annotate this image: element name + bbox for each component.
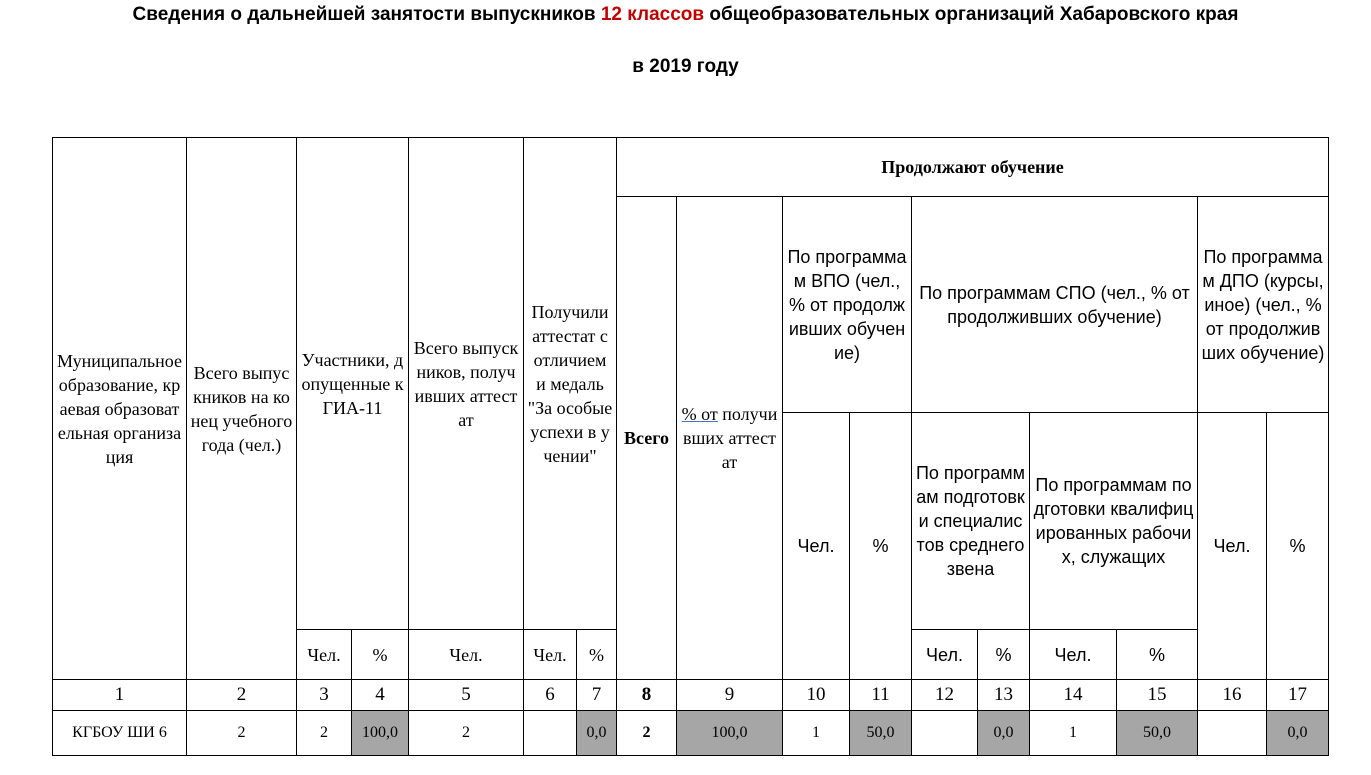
header-spo-workers-chel: Чел. (1030, 630, 1117, 680)
header-spo-mid-chel: Чел. (912, 630, 978, 680)
cell-spo-workers-pct: 50,0 (1117, 711, 1198, 756)
col-number: 15 (1117, 680, 1198, 711)
header-row-1 (53, 138, 1329, 197)
cell-vpo-pct: 50,0 (850, 711, 912, 756)
header-graduates-with-certificate: Всего выпускников, получивших аттестат (409, 138, 524, 630)
header-spo: По программам СПО (чел., % от продолживших обучение) (912, 197, 1198, 413)
col-number: 16 (1198, 680, 1267, 711)
title-highlight: 12 классов (600, 4, 705, 25)
cell-gia-pct: 100,0 (352, 711, 409, 756)
col-number: 7 (577, 680, 617, 711)
header-spo-mid-pct: % (978, 630, 1030, 680)
col-number: 6 (524, 680, 577, 711)
header-spo-mid-level: По программам подготовки специалистов среднего звена (912, 413, 1030, 630)
employment-table (52, 137, 1329, 756)
header-gia-participants: Участники, допущенные к ГИА-11 (297, 138, 409, 630)
column-numbers-row (53, 680, 1329, 711)
col-number: 4 (352, 680, 409, 711)
cell-org: КГБОУ ШИ 6 (53, 711, 187, 756)
header-dpo-chel: Чел. (1198, 413, 1267, 680)
cell-vpo-chel: 1 (783, 711, 850, 756)
header-pct-received (677, 197, 783, 680)
header-vpo: По программам ВПО (чел., % от продолживших обучение) (783, 197, 912, 413)
cell-spo-mid-pct: 0,0 (978, 711, 1030, 756)
header-continue-study: Продолжают обучение (617, 138, 1329, 197)
cell-spo-mid-chel (912, 711, 978, 756)
title-prefix: Сведения о дальнейшей занятости выпускников (132, 4, 601, 25)
header-pct-received-rest: получивших аттестат (682, 404, 778, 472)
header-pct-received-underlined: % от (681, 404, 718, 424)
report-subtitle: в 2019 году (632, 56, 739, 77)
cell-pct-received: 100,0 (677, 711, 783, 756)
header-vpo-pct: % (850, 413, 912, 680)
report-title (0, 4, 1371, 26)
header-honors-chel: Чел. (524, 630, 577, 680)
table-row (53, 711, 1329, 756)
cell-honors-pct: 0,0 (577, 711, 617, 756)
header-honors: Получили аттестат с отличием и медаль "За особые успехи в учении" (524, 138, 617, 630)
header-total-graduates: Всего выпускников на конец учебного года (чел.) (187, 138, 297, 680)
cell-certificate-chel: 2 (409, 711, 524, 756)
col-number: 13 (978, 680, 1030, 711)
col-number: 9 (677, 680, 783, 711)
header-dpo: По программам ДПО (курсы, иное) (чел., % от продолживших обучение) (1198, 197, 1329, 413)
col-number: 14 (1030, 680, 1117, 711)
cell-dpo-pct: 0,0 (1267, 711, 1329, 756)
header-spo-workers: По программам подготовки квалифицированных рабочих, служащих (1030, 413, 1198, 630)
col-number: 3 (297, 680, 352, 711)
header-honors-pct: % (577, 630, 617, 680)
cell-spo-workers-chel: 1 (1030, 711, 1117, 756)
col-number: 17 (1267, 680, 1329, 711)
col-number: 11 (850, 680, 912, 711)
cell-gia-chel: 2 (297, 711, 352, 756)
header-gia-pct: % (352, 630, 409, 680)
col-number: 8 (617, 680, 677, 711)
cell-total-continue: 2 (617, 711, 677, 756)
header-municipality: Муниципальное образование, краевая образовательная организация (53, 138, 187, 680)
header-gia-chel: Чел. (297, 630, 352, 680)
header-total: Всего (617, 197, 677, 680)
title-suffix: общеобразовательных организаций Хабаровского края (704, 4, 1239, 25)
cell-honors-chel (524, 711, 577, 756)
cell-dpo-chel (1198, 711, 1267, 756)
col-number: 12 (912, 680, 978, 711)
col-number: 5 (409, 680, 524, 711)
cell-total-graduates: 2 (187, 711, 297, 756)
header-spo-workers-pct: % (1117, 630, 1198, 680)
col-number: 2 (187, 680, 297, 711)
header-dpo-pct: % (1267, 413, 1329, 680)
header-vpo-chel: Чел. (783, 413, 850, 680)
col-number: 10 (783, 680, 850, 711)
col-number: 1 (53, 680, 187, 711)
header-certificate-chel: Чел. (409, 630, 524, 680)
